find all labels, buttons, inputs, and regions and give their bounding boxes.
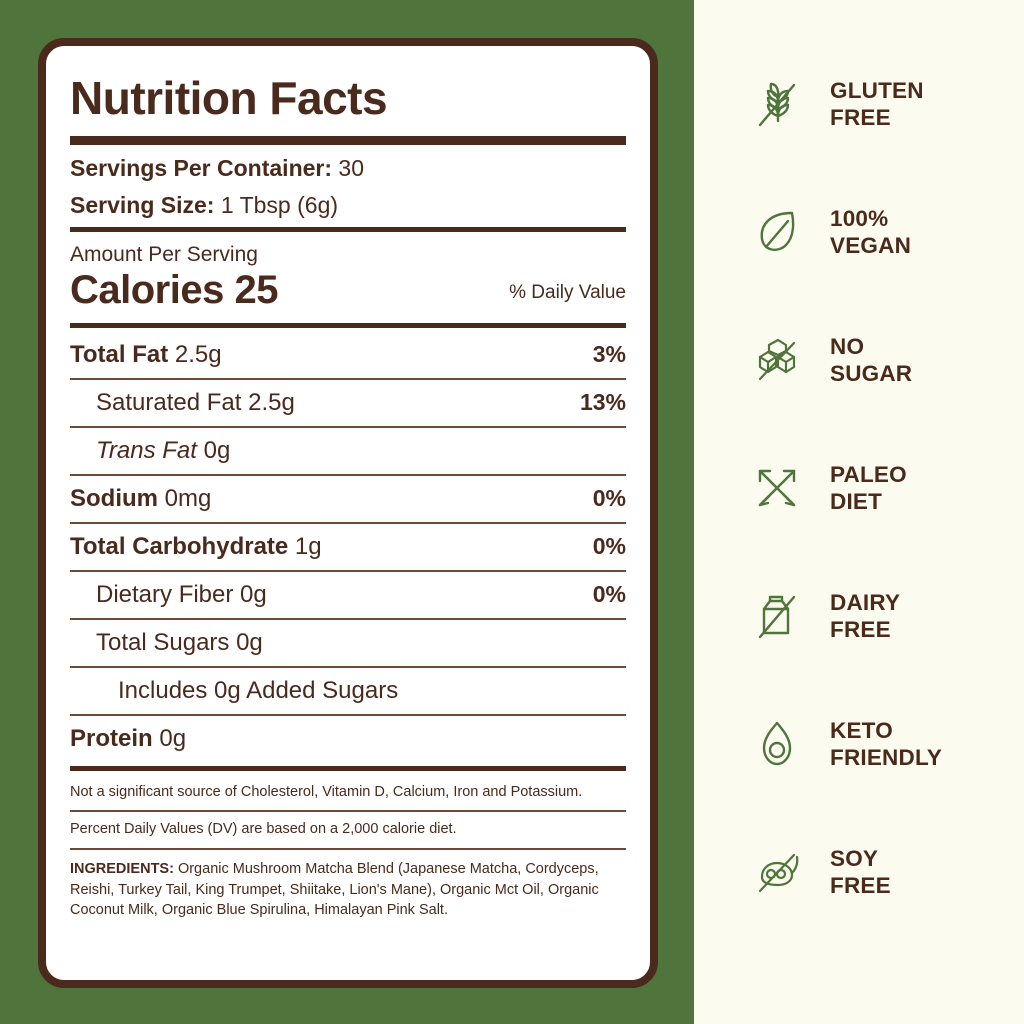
table-row [70,668,626,714]
nutrient-amount: 1g [294,532,322,560]
nutrient-name [70,725,186,753]
table-row [70,620,626,666]
badge-line1: NO [830,334,865,359]
badge-line2: FREE [830,105,891,130]
badge-line1: 100% [830,206,889,231]
badge-line2: VEGAN [830,233,912,258]
badge-label [830,845,891,899]
nutrient-name [96,437,230,465]
nutrient-dv: 0% [592,484,626,511]
serving-size-row [70,186,626,223]
servings-per-container-value: 30 [338,155,365,182]
daily-value-header: % Daily Value [509,281,626,303]
nutrient-name [70,341,222,369]
nutrient-amount: 2.5g [174,340,222,368]
table-row [70,428,626,474]
table-row [70,524,626,570]
nutrient-label: Includes 0g Added Sugars [118,676,399,704]
badge-line1: PALEO [830,462,907,487]
badge-keto-friendly [694,680,1024,808]
nutrient-label: Sodium [70,484,158,512]
table-row [70,332,626,378]
table-row [70,716,626,762]
footnote-not-significant: Not a significant source of Cholesterol, Vitamin D, Calcium, Iron and Potassium. [70,783,583,800]
nutrient-amount: 0g [236,628,263,656]
badge-vegan [694,168,1024,296]
calories-row [70,267,626,319]
badge-line2: DIET [830,489,883,514]
nutrient-dv: 13% [579,388,626,415]
divider-med-2 [70,323,626,328]
amount-per-serving-label: Amount Per Serving [70,242,258,266]
serving-size-label: Serving Size: [70,192,215,219]
ingredients-text: Organic Mushroom Matcha Blend (Japanese Matcha, Cordyceps, Reishi, Turkey Tail, King Trumpet, Shiitake, Lion's Mane), Organic Mct Oil, Organic Coconut Milk, Organic Blue Spirulina, Himalayan Pink Salt. [70,860,599,919]
calories-label: Calories [70,267,224,312]
badge-line2: FREE [830,873,891,898]
avocado-icon [746,713,808,775]
page-title: Nutrition Facts [70,72,388,124]
nutrient-label: Protein [70,724,153,752]
badge-gluten-free [694,40,1024,168]
ingredients-label: INGREDIENTS: [70,860,174,877]
nutrition-facts-card [38,38,658,988]
leaf-icon [746,201,808,263]
badge-soy-free [694,808,1024,936]
nutrient-name [118,677,398,705]
badge-line2: FREE [830,617,891,642]
badge-line2: SUGAR [830,361,913,386]
badge-line1: GLUTEN [830,78,924,103]
serving-size-value: 1 Tbsp (6g) [220,192,339,219]
wheat-crossed-icon [746,73,808,135]
badge-line1: DAIRY [830,590,901,615]
badge-line1: SOY [830,846,879,871]
divider-thick-top [70,136,626,145]
nutrient-name [70,485,211,513]
badge-paleo-diet [694,424,1024,552]
nutrient-amount: 0mg [164,484,212,512]
nutrient-dv: 3% [592,340,626,367]
nutrient-amount: 0g [159,724,187,752]
divider-med-1 [70,227,626,232]
servings-per-container-row [70,149,626,186]
badge-label [830,461,907,515]
badge-label [830,333,912,387]
badges-panel [694,0,1024,1024]
nutrient-name [96,581,267,609]
table-row [70,476,626,522]
soy-pod-crossed-icon [746,841,808,903]
footnote-daily-values: Percent Daily Values (DV) are based on a 2,000 calorie diet. [70,821,457,838]
badge-dairy-free [694,552,1024,680]
nutrient-name [96,629,263,657]
nutrient-amount: 0g [203,436,231,464]
table-row [70,380,626,426]
table-row [70,572,626,618]
divider-med-3 [70,766,626,771]
badge-no-sugar [694,296,1024,424]
servings-per-container-label: Servings Per Container: [70,155,333,182]
nutrient-amount: 2.5g [248,388,295,416]
badge-label [830,77,924,131]
calories-value: 25 [234,267,278,312]
nutrient-dv: 0% [592,532,626,559]
nutrient-label: Saturated Fat [96,388,242,416]
nutrient-name [96,389,295,417]
crossed-arrows-icon [746,457,808,519]
nutrient-label: Dietary Fiber [96,580,234,608]
nutrient-dv: 0% [592,580,626,607]
nutrient-label: Total Fat [70,340,169,368]
milk-carton-crossed-icon [746,585,808,647]
badge-label [830,205,911,259]
nutrient-amount: 0g [240,580,267,608]
badge-line1: KETO [830,718,893,743]
calories-text [70,267,278,313]
nutrient-label: Total Sugars [96,628,230,656]
nutrient-label: Trans Fat [96,436,197,464]
badge-line2: FRIENDLY [830,745,943,770]
ingredients-block [70,850,626,921]
nutrient-label: Total Carbohydrate [70,532,289,560]
badge-label [830,717,942,771]
nutrient-name [70,533,322,561]
sugar-cubes-crossed-icon [746,329,808,391]
badge-label [830,589,900,643]
